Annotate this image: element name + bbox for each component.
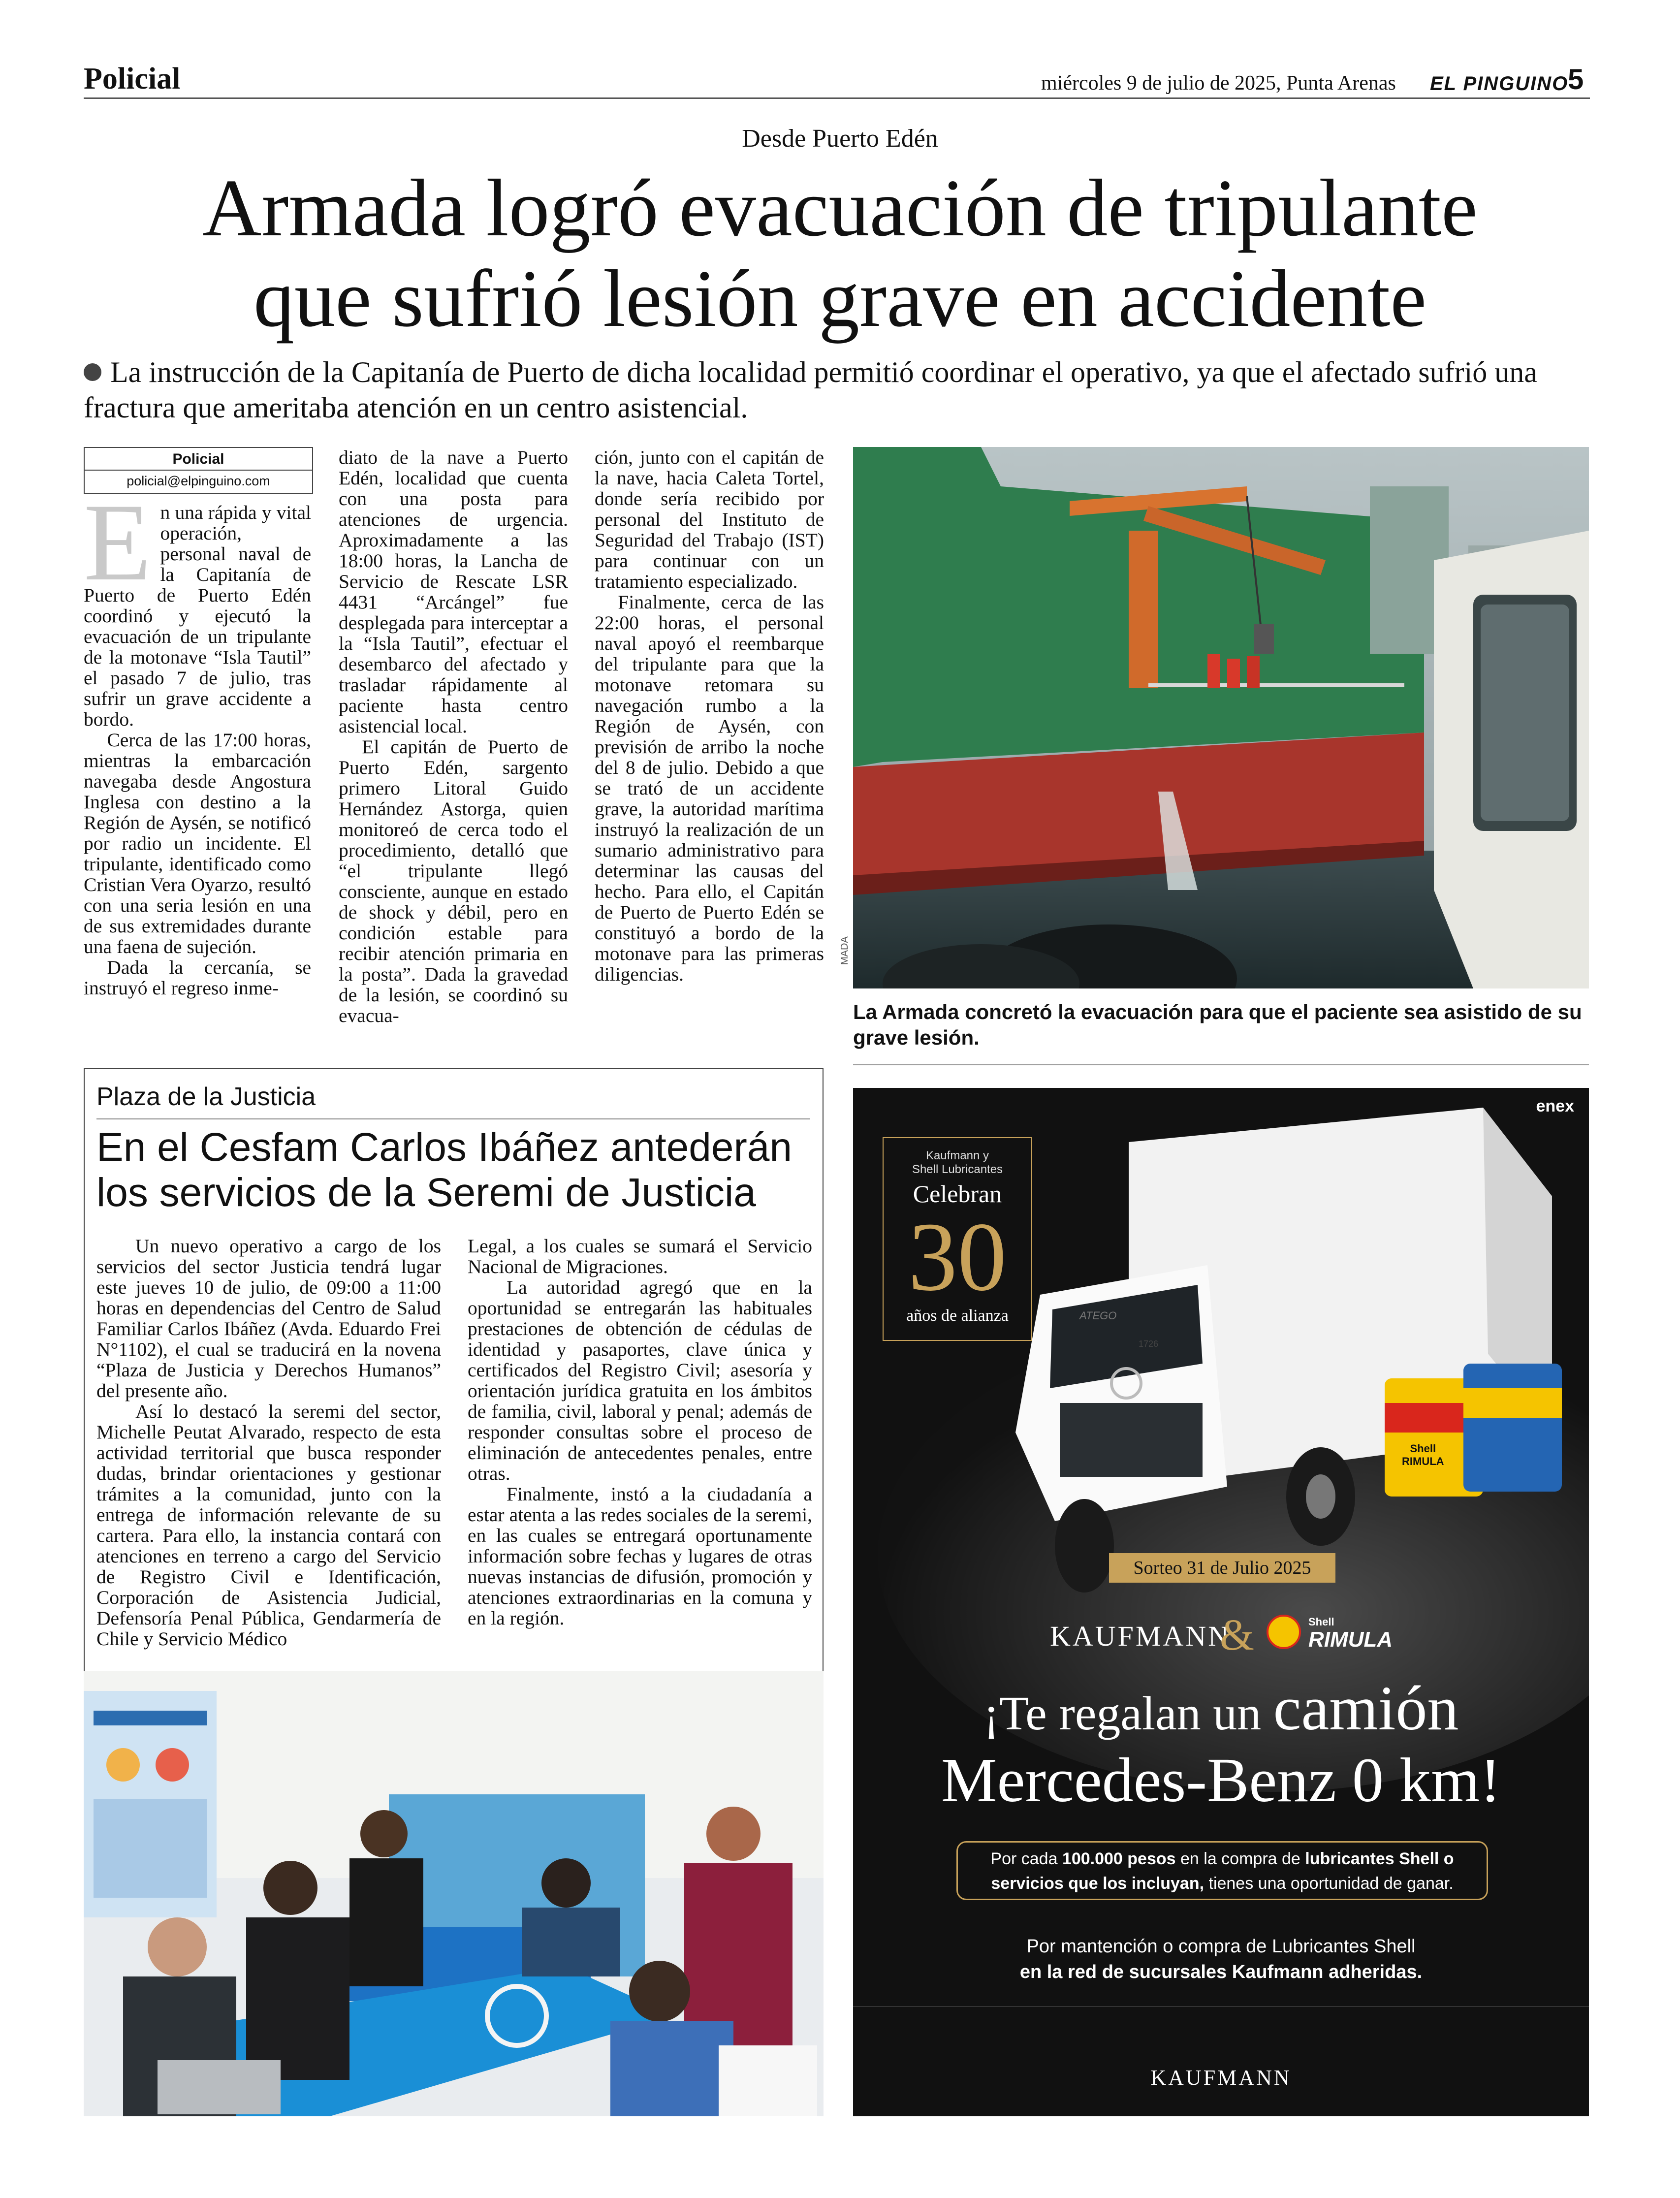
badge-celebrate: Celebran [913, 1180, 1002, 1208]
second-headline [96, 1125, 815, 1215]
bucket-product: RIMULA [1402, 1455, 1444, 1467]
anniversary-badge [883, 1137, 1032, 1341]
offer-box: Por cada 100.000 pesos en la compra de lubricantes Shell o servicios que los incluyan, tienes una oportunidad de ganar. [956, 1841, 1488, 1900]
badge-subtitle: años de alianza [906, 1306, 1009, 1325]
lead-paragraph-2: Cerca de las 17:00 horas, mientras la embarcación navegaba desde Angostura Inglesa con destino a la Región de Aysén, se notificó por radio un incidente. El tripulante, identificado como Cristian Vera Oyarzo, resultó con una seria lesión en una de sus extremidades durante una faena de sujeción. [84, 729, 311, 957]
newspaper-brand: EL PINGUINO [1430, 73, 1569, 95]
badge-line2: Shell Lubricantes [912, 1163, 1003, 1176]
bucket-label [1402, 1442, 1444, 1468]
kaufmann-shell-advertisement[interactable] [853, 1088, 1589, 2116]
ad-footer-text [853, 1934, 1589, 1985]
second-paragraph-4: Finalmente, instó a la ciudadanía a estar atenta a las redes sociales de la seremi, en las cuales se entregará oportunamente información sobre fechas y lugares de otras nuevas instancias de difusión, promoción y atenciones extraordinarias en la comuna y en la región. [468, 1483, 812, 1629]
photo-credit: MADA [839, 936, 850, 965]
lead-headline-line2: que sufrió lesión grave en accidente [254, 253, 1426, 344]
second-paragraph-3: La autoridad agregó que en la oportunidad se entregarán las habituales prestaciones de obtención de cédulas de identidad y pasaportes, clave única y certificados del Registro Civil; asesoría y orientación jurídica gratuita en los ámbitos de familia, civil, laboral y penal; además de responder consultas sobre el proceso de eliminación de antecedentes penales, entre otras. [468, 1276, 812, 1484]
second-headline-line1: En el Cesfam Carlos Ibáñez antederán [96, 1125, 792, 1170]
lead-paragraph-1: En una rápida y vital operación, personal naval de la Capitanía de Puerto de Puerto Edén coordinó y ejecutó la evacuación de un tripulante de la motonave “Isla Tautil” el pasado 7 de julio, tras sufrir un grave accidente a bordo. [84, 480, 311, 730]
truck-code: 1726 [1139, 1339, 1159, 1349]
badge-number: 30 [908, 1203, 1007, 1311]
lead-deck [84, 354, 1590, 425]
lead-headline-line1: Armada logró evacuación de tripulante [202, 162, 1478, 253]
ship-evacuation-photo [853, 447, 1589, 988]
bullet-icon [84, 363, 101, 381]
second-paragraph-1: Un nuevo operativo a cargo de los servicios del sector Justicia tendrá lugar este jueves 10 de julio, de 09:00 a 11:00 horas en dependencias del Centro de Salud Familiar Carlos Ibáñez (Avda. Eduardo Frei N°1102), el cual se traducirá en la novena “Plaza de Justicia y Derechos Humanos” del presente año. [96, 1235, 441, 1402]
enex-logo: enex [1536, 1097, 1574, 1115]
ship-photo-illustration [853, 447, 1589, 988]
lead-paragraph-3b: diato de la nave a Puerto Edén, localidad que cuenta con una posta para atenciones de urgencia. Aproximadamente a las 18:00 horas, la Lancha de Servicio de Rescate LSR 4431 “Arcángel” fue desplegada para interceptar a la “Isla Tautil”, efectuar el desembarco del afectado y trasladar rápidamente al paciente hasta centro asistencial local. [339, 446, 568, 737]
second-kicker-divider [96, 1118, 810, 1119]
ampersand: & [1220, 1611, 1255, 1659]
byline-email[interactable]: policial@elpinguino.com [127, 474, 270, 488]
office-photo-illustration [84, 1671, 824, 2116]
photo-caption: La Armada concretó la evacuación para que el paciente sea asistido de su grave lesión. [853, 1000, 1582, 1049]
second-headline-line2: los servicios de la Seremi de Justicia [96, 1170, 756, 1215]
truck-badge: ATEGO [1079, 1309, 1117, 1322]
lead-headline [84, 162, 1596, 344]
drop-cap: E [84, 480, 152, 604]
caption-divider [853, 1064, 1589, 1065]
bucket-brand: Shell [1410, 1442, 1436, 1455]
ad-footer-line1: Por mantención o compra de Lubricantes Shell [1026, 1936, 1416, 1957]
header-divider [84, 97, 1590, 99]
ad-headline [853, 1673, 1589, 1817]
shell-logo-text: Shell [1308, 1616, 1334, 1628]
ad-bottom-band [853, 2006, 1589, 2116]
ad-headline-line1: ¡Te regalan un camión [983, 1673, 1459, 1743]
kaufmann-bottom-logo: KAUFMANN [1150, 2066, 1292, 2090]
second-column-2 [468, 1236, 812, 1628]
lead-paragraph-3a: Dada la cercanía, se instruyó el regreso inme- [84, 956, 311, 999]
lead-column-3 [595, 447, 824, 985]
lead-column-2 [339, 447, 568, 1026]
lead-kicker: Desde Puerto Edén [742, 125, 938, 153]
kaufmann-logo: KAUFMANN [1050, 1620, 1231, 1652]
second-paragraph-2b: Legal, a los cuales se sumará el Servicio Nacional de Migraciones. [468, 1235, 812, 1277]
publication-date: miércoles 9 de julio de 2025, Punta Arenas [1041, 72, 1396, 95]
lead-paragraph-4a: El capitán de Puerto de Puerto Edén, sargento primero Litoral Guido Hernández Astorga, quien monitoreó de cerca todo el procedimiento, detalló que “el tripulante llegó consciente, aunque en estado de shock y débil, pero en condición estable para recibir atención primaria en la posta”. Dada la gravedad de la lesión, se coordinó su evacua- [339, 736, 568, 1026]
ad-headline-line2: Mercedes-Benz 0 km! [941, 1745, 1501, 1815]
ad-footer-line2: en la red de sucursales Kaufmann adheridas. [1019, 1962, 1423, 1982]
byline-name: Policial [85, 451, 312, 471]
shell-icon [1267, 1615, 1301, 1649]
rimula-logo: RIMULA [1308, 1627, 1393, 1652]
second-column-1 [96, 1236, 441, 1649]
second-paragraph-2: Así lo destacó la seremi del sector, Michelle Peutat Alvarado, respecto de esta actividad territorial que busca responder dudas, brindar orientaciones y gestionar trámites a la comunidad, junto con la entrega de información relevante de su cartera. Para ello, la instancia contará con atenciones en terreno a cargo del Servicio de Registro Civil e Identificación, Corporación de Asistencia Judicial, Defensoría Penal Pública, Gendarmería de Chile y Servicio Médico [96, 1401, 441, 1650]
justice-office-photo [84, 1671, 824, 2116]
raffle-date: Sorteo 31 de Julio 2025 [1109, 1553, 1335, 1583]
second-kicker: Plaza de la Justicia [96, 1083, 316, 1111]
lead-deck-text: La instrucción de la Capitanía de Puerto de dicha localidad permitió coordinar el operativo, ya que el afectado sufrió una fractura que ameritaba atención en un centro asistencial. [84, 356, 1537, 424]
page-number: 5 [1568, 64, 1584, 96]
badge-line1: Kaufmann y [925, 1149, 989, 1162]
section-label: Policial [84, 62, 181, 96]
lead-paragraph-4b: ción, junto con el capitán de la nave, hacia Caleta Tortel, donde sería recibido por personal del Instituto de Seguridad del Trabajo (IST) para continuar con un tratamiento especializado. [595, 446, 824, 592]
lead-paragraph-5: Finalmente, cerca de las 22:00 horas, el personal naval apoyó el reembarque del tripulante para que la motonave retomara su navegación rumbo a la Región de Aysén, con previsión de arribo la noche del 8 de julio. Debido a que se trató de un accidente grave, la autoridad marítima instruyó la realización de un sumario administrativo para determinar las causas del hecho. Para ello, el Capitán de Puerto de Puerto Edén se constituyó a bordo de la motonave para las primeras diligencias. [595, 591, 824, 985]
